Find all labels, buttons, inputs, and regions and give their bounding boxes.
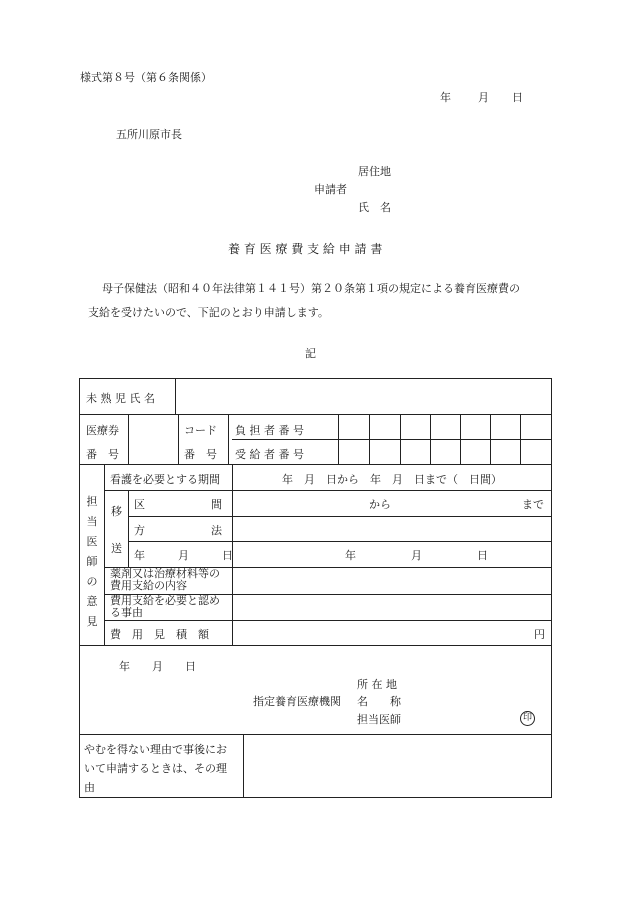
ticket-label-1: 医療券 <box>86 424 119 437</box>
institution-org-label: 指定養育医療機関 <box>253 695 341 708</box>
transfer-date-label: 年 月 日 <box>134 549 233 562</box>
transfer-label-1: 移 <box>111 505 122 518</box>
form-number: 様式第８号（第６条関係） <box>80 71 212 84</box>
doctor-opinion-label: 担 当 医 師 の 意 見 <box>86 495 98 628</box>
child-name-label: 未 熟 児 氏 名 <box>86 392 155 405</box>
body-line-1: 母子保健法（昭和４０年法律第１４１号）第２０条第１項の規定による養育医療費の <box>102 282 520 295</box>
date-day: 日 <box>512 91 523 104</box>
estimate-unit: 円 <box>534 628 545 641</box>
drug-field[interactable] <box>233 568 550 593</box>
document-title: 養 育 医 療 費 支 給 申 請 書 <box>228 242 383 256</box>
ticket-label-2: 番 号 <box>86 448 119 461</box>
nursing-period-value[interactable]: 年 月 日から 年 月 日まで（ 日間） <box>282 473 502 486</box>
name-label: 氏 名 <box>358 201 391 214</box>
reason-label: 費用支給を必要と認め る事由 <box>110 594 220 619</box>
recipient-number-label: 受 給 者 番 号 <box>235 448 304 461</box>
section-label: 区 間 <box>134 498 222 511</box>
transfer-date-value[interactable]: 年 月 日 <box>345 549 488 562</box>
institution-doctor-label: 担当医師 <box>357 713 401 726</box>
institution-date: 年 月 日 <box>119 660 196 673</box>
drug-label: 薬剤又は治療材料等の 費用支給の内容 <box>110 567 220 592</box>
address-label: 居住地 <box>358 165 391 178</box>
code-label-2: 番 号 <box>184 448 217 461</box>
child-name-field[interactable] <box>176 379 550 414</box>
body-line-2: 支給を受けたいので、下記のとおり申請します。 <box>88 306 329 319</box>
late-reason-label: やむを得ない理由で事後にお いて申請するときは、その理 由 <box>84 743 227 794</box>
date-month: 月 <box>478 91 489 104</box>
institution-name-label: 名 称 <box>357 695 401 708</box>
seal-icon: 印 <box>520 711 535 726</box>
burden-number-label: 負 担 者 番 号 <box>235 424 304 437</box>
date-year: 年 <box>440 91 451 104</box>
method-field[interactable] <box>233 517 550 540</box>
transfer-label-2: 送 <box>111 542 122 555</box>
addressee: 五所川原市長 <box>116 128 182 141</box>
ki-label: 記 <box>305 347 316 360</box>
institution-address-label: 所 在 地 <box>357 678 397 691</box>
reason-field[interactable] <box>233 595 550 619</box>
section-from: から <box>369 498 391 511</box>
code-label-1: コード <box>184 424 217 437</box>
late-reason-field[interactable] <box>244 735 550 796</box>
section-to: まで <box>522 498 544 511</box>
applicant-label: 申請者 <box>314 183 347 196</box>
nursing-period-label: 看護を必要とする期間 <box>110 473 220 486</box>
estimate-label: 費 用 見 積 額 <box>110 628 209 641</box>
method-label: 方 法 <box>134 524 222 537</box>
